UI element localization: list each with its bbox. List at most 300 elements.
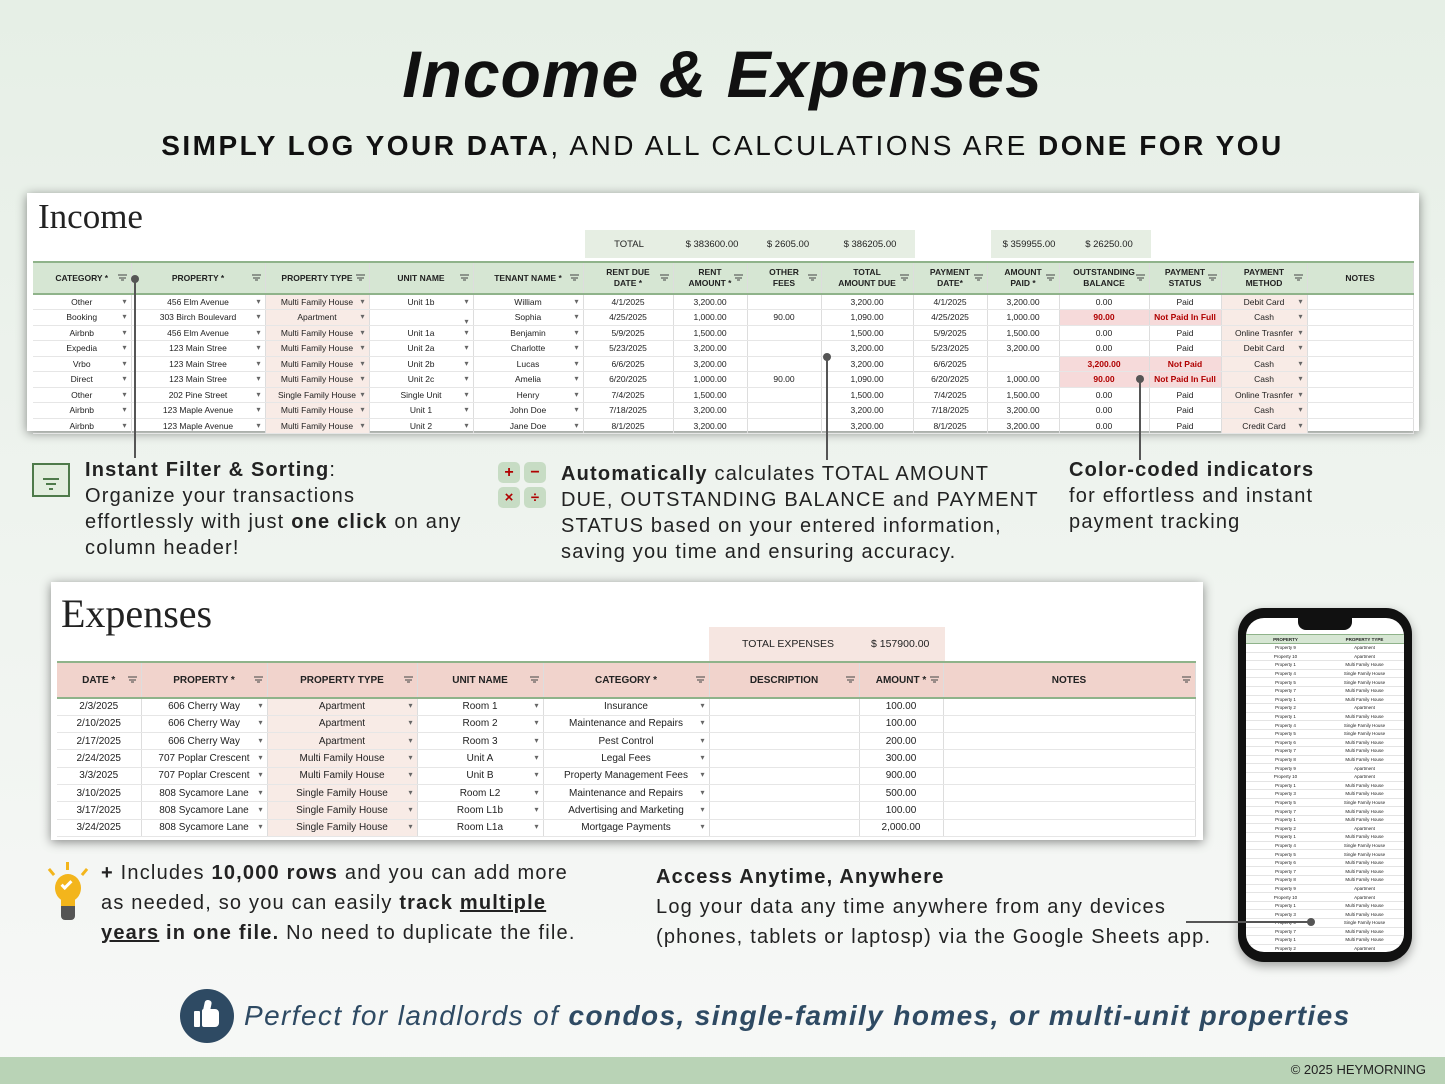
expense-header-1[interactable] bbox=[141, 662, 267, 698]
income-cell[interactable]: Not Paid In Full bbox=[1149, 310, 1221, 326]
expense-cell[interactable]: 100.00 bbox=[859, 698, 943, 715]
table-row bbox=[33, 418, 1413, 434]
income-cell[interactable]: 123 Main Stree ▾ bbox=[131, 356, 265, 372]
expense-cell[interactable]: 3/24/2025 bbox=[57, 819, 141, 836]
income-cell[interactable]: Multi Family House ▾ bbox=[265, 418, 369, 434]
income-cell[interactable]: 1,500.00 bbox=[987, 325, 1059, 341]
expense-cell[interactable]: Insurance ▾ bbox=[543, 698, 709, 715]
expense-header-label: NOTES bbox=[1051, 674, 1087, 686]
income-cell[interactable]: Single Unit ▾ bbox=[369, 387, 473, 403]
expense-cell[interactable]: Room L1a ▾ bbox=[417, 819, 543, 836]
income-cell[interactable] bbox=[1307, 325, 1413, 341]
phone-cell: Property 7 bbox=[1275, 688, 1296, 694]
income-cell[interactable]: 1,500.00 bbox=[821, 325, 913, 341]
income-cell[interactable]: Multi Family House ▾ bbox=[265, 356, 369, 372]
income-cell[interactable]: 1,000.00 bbox=[987, 372, 1059, 388]
income-cell[interactable]: 3,200.00 bbox=[673, 403, 747, 419]
filter-icon[interactable] bbox=[696, 677, 705, 684]
income-cell[interactable] bbox=[1307, 341, 1413, 357]
expense-cell[interactable]: 808 Sycamore Lane ▾ bbox=[141, 784, 267, 801]
income-cell[interactable]: 3,200.00 bbox=[987, 294, 1059, 310]
income-cell[interactable]: Single Family House ▾ bbox=[265, 387, 369, 403]
income-header-7[interactable] bbox=[747, 262, 821, 294]
income-cell[interactable]: Unit 1b ▾ bbox=[369, 294, 473, 310]
expense-cell[interactable]: Maintenance and Repairs ▾ bbox=[543, 715, 709, 732]
income-cell[interactable]: Henry ▾ bbox=[473, 387, 583, 403]
filter-icon[interactable] bbox=[530, 677, 539, 684]
income-header-label: TOTAL AMOUNT DUE bbox=[838, 267, 896, 288]
income-cell[interactable]: 3,200.00 bbox=[1059, 356, 1149, 372]
income-cell[interactable]: 4/25/2025 bbox=[583, 310, 673, 326]
income-cell[interactable]: 123 Maple Avenue ▾ bbox=[131, 403, 265, 419]
income-header-4[interactable] bbox=[473, 262, 583, 294]
filter-icon[interactable] bbox=[660, 275, 669, 282]
expense-header-2[interactable] bbox=[267, 662, 417, 698]
income-cell[interactable]: 0.00 bbox=[1059, 294, 1149, 310]
income-cell[interactable]: 303 Birch Boulevard ▾ bbox=[131, 310, 265, 326]
expense-cell[interactable]: 2/24/2025 bbox=[57, 750, 141, 767]
income-cell[interactable]: 90.00 bbox=[1059, 310, 1149, 326]
expense-cell[interactable]: Room L1b ▾ bbox=[417, 802, 543, 819]
expense-cell[interactable]: 808 Sycamore Lane ▾ bbox=[141, 802, 267, 819]
phone-row bbox=[1246, 782, 1404, 791]
page-title: Income & Expenses bbox=[402, 37, 1043, 111]
income-cell[interactable]: 7/4/2025 bbox=[583, 387, 673, 403]
expense-cell[interactable]: Mortgage Payments ▾ bbox=[543, 819, 709, 836]
total-other-fees: $ 2605.00 bbox=[751, 230, 825, 258]
income-cell[interactable]: 1,000.00 bbox=[673, 310, 747, 326]
income-cell[interactable]: 5/23/2025 bbox=[583, 341, 673, 357]
income-cell[interactable]: Online Trasnfer ▾ bbox=[1221, 387, 1307, 403]
income-header-3[interactable] bbox=[369, 262, 473, 294]
income-cell[interactable]: 6/20/2025 bbox=[913, 372, 987, 388]
income-cell[interactable]: Other ▾ bbox=[33, 294, 131, 310]
expense-cell[interactable]: 707 Poplar Crescent ▾ bbox=[141, 750, 267, 767]
income-header-label: CATEGORY * bbox=[55, 272, 109, 283]
phone-cell: Single Family House bbox=[1343, 731, 1386, 737]
income-cell[interactable]: Charlotte ▾ bbox=[473, 341, 583, 357]
expense-cell[interactable] bbox=[709, 767, 859, 784]
expense-cell[interactable]: 3/17/2025 bbox=[57, 802, 141, 819]
phone-cell: Apartment bbox=[1354, 653, 1375, 659]
phone-cell: Multi Family House bbox=[1345, 662, 1384, 668]
expense-cell[interactable] bbox=[709, 698, 859, 715]
income-cell[interactable]: 3,200.00 bbox=[673, 294, 747, 310]
expense-header-label: DESCRIPTION bbox=[749, 674, 819, 686]
income-cell[interactable]: Unit 1a ▾ bbox=[369, 325, 473, 341]
income-cell[interactable]: Airbnb ▾ bbox=[33, 418, 131, 434]
expense-cell[interactable] bbox=[943, 767, 1195, 784]
expense-cell[interactable] bbox=[943, 715, 1195, 732]
income-cell[interactable]: Airbnb ▾ bbox=[33, 325, 131, 341]
filter-icon[interactable] bbox=[734, 275, 743, 282]
expenses-title: Expenses bbox=[61, 591, 213, 636]
income-cell[interactable]: 1,500.00 bbox=[821, 387, 913, 403]
income-header-label: OUTSTANDING BALANCE bbox=[1073, 267, 1135, 288]
expense-cell[interactable]: Single Family House ▾ bbox=[267, 802, 417, 819]
income-cell[interactable]: 7/18/2025 bbox=[583, 403, 673, 419]
income-cell[interactable]: 3,200.00 bbox=[987, 341, 1059, 357]
expense-cell[interactable]: 100.00 bbox=[859, 715, 943, 732]
expense-cell[interactable] bbox=[943, 733, 1195, 750]
filter-icon[interactable] bbox=[254, 677, 263, 684]
expense-cell[interactable]: Single Family House ▾ bbox=[267, 784, 417, 801]
income-totals bbox=[585, 230, 1151, 258]
income-cell[interactable]: Multi Family House ▾ bbox=[265, 341, 369, 357]
filter-icon[interactable] bbox=[808, 275, 817, 282]
income-header-label: PAYMENT DATE* bbox=[929, 267, 971, 288]
income-cell[interactable]: William ▾ bbox=[473, 294, 583, 310]
expense-cell[interactable] bbox=[943, 802, 1195, 819]
income-cell[interactable]: Sophia ▾ bbox=[473, 310, 583, 326]
income-cell[interactable] bbox=[747, 341, 821, 357]
expense-cell[interactable]: Room 1 ▾ bbox=[417, 698, 543, 715]
expense-header-5[interactable] bbox=[709, 662, 859, 698]
phone-cell: Apartment bbox=[1354, 774, 1375, 780]
phone-cell: Property 9 bbox=[1275, 885, 1296, 891]
total-amount-paid: $ 359955.00 bbox=[991, 230, 1067, 258]
income-cell[interactable] bbox=[1307, 356, 1413, 372]
expense-cell[interactable]: 300.00 bbox=[859, 750, 943, 767]
income-cell[interactable]: 5/23/2025 bbox=[913, 341, 987, 357]
phone-cell: Property 7 bbox=[1275, 748, 1296, 754]
expense-cell[interactable]: 606 Cherry Way ▾ bbox=[141, 733, 267, 750]
income-cell[interactable]: Cash ▾ bbox=[1221, 372, 1307, 388]
filter-icon[interactable] bbox=[900, 275, 909, 282]
expense-cell[interactable]: 200.00 bbox=[859, 733, 943, 750]
filter-icon[interactable] bbox=[974, 275, 983, 282]
income-cell[interactable]: Unit 1 ▾ bbox=[369, 403, 473, 419]
expense-cell[interactable]: 2/10/2025 bbox=[57, 715, 141, 732]
phone-row bbox=[1246, 807, 1404, 816]
income-cell[interactable]: 3,200.00 bbox=[987, 403, 1059, 419]
income-cell[interactable]: 1,090.00 bbox=[821, 310, 913, 326]
expense-cell[interactable]: Legal Fees ▾ bbox=[543, 750, 709, 767]
income-cell[interactable]: 4/1/2025 bbox=[583, 294, 673, 310]
expense-cell[interactable]: Maintenance and Repairs ▾ bbox=[543, 784, 709, 801]
income-cell[interactable]: 3,200.00 bbox=[821, 403, 913, 419]
income-header-1[interactable] bbox=[131, 262, 265, 294]
filter-icon[interactable] bbox=[118, 275, 127, 282]
expense-cell[interactable]: 900.00 bbox=[859, 767, 943, 784]
phone-row bbox=[1246, 928, 1404, 937]
expense-header-0[interactable] bbox=[57, 662, 141, 698]
phone-cell: Property 8 bbox=[1275, 877, 1296, 883]
expense-cell[interactable] bbox=[943, 750, 1195, 767]
expense-cell[interactable] bbox=[943, 784, 1195, 801]
income-cell[interactable]: Debit Card ▾ bbox=[1221, 341, 1307, 357]
phone-col1: PROPERTY bbox=[1273, 636, 1298, 642]
expense-cell[interactable]: 3/10/2025 bbox=[57, 784, 141, 801]
expense-cell[interactable]: 3/3/2025 bbox=[57, 767, 141, 784]
income-cell[interactable]: 3,200.00 bbox=[821, 341, 913, 357]
income-header-11[interactable] bbox=[1059, 262, 1149, 294]
filter-icon[interactable] bbox=[846, 677, 855, 684]
income-cell[interactable]: Not Paid In Full bbox=[1149, 372, 1221, 388]
phone-row bbox=[1246, 842, 1404, 851]
table-row bbox=[57, 784, 1195, 801]
expense-cell[interactable]: 2/17/2025 bbox=[57, 733, 141, 750]
expense-cell[interactable]: 808 Sycamore Lane ▾ bbox=[141, 819, 267, 836]
expense-cell[interactable]: Property Management Fees ▾ bbox=[543, 767, 709, 784]
income-cell[interactable]: Unit 2c ▾ bbox=[369, 372, 473, 388]
expense-cell[interactable]: Multi Family House ▾ bbox=[267, 750, 417, 767]
expense-cell[interactable] bbox=[709, 802, 859, 819]
expense-header-3[interactable] bbox=[417, 662, 543, 698]
income-cell[interactable]: 0.00 bbox=[1059, 403, 1149, 419]
filter-icon[interactable] bbox=[570, 275, 579, 282]
income-cell[interactable]: Multi Family House ▾ bbox=[265, 403, 369, 419]
income-cell[interactable]: Paid bbox=[1149, 403, 1221, 419]
thumbs-up-icon bbox=[180, 989, 234, 1043]
income-cell[interactable]: 1,500.00 bbox=[673, 387, 747, 403]
income-cell[interactable] bbox=[747, 387, 821, 403]
filter-icon[interactable] bbox=[460, 275, 469, 282]
income-cell[interactable]: Unit 2b ▾ bbox=[369, 356, 473, 372]
expense-cell[interactable] bbox=[709, 733, 859, 750]
income-header-6[interactable] bbox=[673, 262, 747, 294]
income-header-10[interactable] bbox=[987, 262, 1059, 294]
income-cell[interactable]: Online Trasnfer ▾ bbox=[1221, 325, 1307, 341]
expense-cell[interactable]: 500.00 bbox=[859, 784, 943, 801]
expense-cell[interactable]: Unit B ▾ bbox=[417, 767, 543, 784]
phone-row bbox=[1246, 696, 1404, 705]
income-header-5[interactable] bbox=[583, 262, 673, 294]
expense-cell[interactable]: Advertising and Marketing ▾ bbox=[543, 802, 709, 819]
phone-cell: Property 4 bbox=[1275, 671, 1296, 677]
income-cell[interactable]: 0.00 bbox=[1059, 341, 1149, 357]
table-row bbox=[33, 310, 1413, 326]
phone-rows bbox=[1246, 644, 1404, 952]
expense-cell[interactable]: Room L2 ▾ bbox=[417, 784, 543, 801]
income-cell[interactable]: Other ▾ bbox=[33, 387, 131, 403]
income-cell[interactable]: Paid bbox=[1149, 418, 1221, 434]
phone-cell: Property 1 bbox=[1275, 714, 1296, 720]
expense-cell[interactable]: 2/3/2025 bbox=[57, 698, 141, 715]
income-cell[interactable]: Paid bbox=[1149, 294, 1221, 310]
income-cell[interactable]: 0.00 bbox=[1059, 325, 1149, 341]
income-cell[interactable]: 0.00 bbox=[1059, 418, 1149, 434]
income-cell[interactable]: 1,000.00 bbox=[987, 310, 1059, 326]
income-cell[interactable]: John Doe ▾ bbox=[473, 403, 583, 419]
lightbulb-icon bbox=[46, 862, 90, 932]
phone-cell: Single Family House bbox=[1343, 671, 1386, 677]
income-cell[interactable] bbox=[747, 403, 821, 419]
income-cell[interactable]: Benjamin ▾ bbox=[473, 325, 583, 341]
income-cell[interactable]: 3,200.00 bbox=[987, 418, 1059, 434]
income-cell[interactable] bbox=[1307, 387, 1413, 403]
filter-line bbox=[134, 282, 136, 458]
income-cell[interactable]: 3,200.00 bbox=[821, 418, 913, 434]
income-cell[interactable]: Cash ▾ bbox=[1221, 310, 1307, 326]
income-cell[interactable] bbox=[747, 325, 821, 341]
income-cell[interactable]: 123 Maple Avenue ▾ bbox=[131, 418, 265, 434]
income-cell[interactable]: Unit 2 ▾ bbox=[369, 418, 473, 434]
filter-icon[interactable] bbox=[1046, 275, 1055, 282]
income-cell[interactable] bbox=[747, 418, 821, 434]
phone-cell: Multi Family House bbox=[1345, 739, 1384, 745]
income-cell[interactable]: 456 Elm Avenue ▾ bbox=[131, 325, 265, 341]
income-header-0[interactable] bbox=[33, 262, 131, 294]
expense-cell[interactable]: Apartment ▾ bbox=[267, 733, 417, 750]
income-cell[interactable]: 1,090.00 bbox=[821, 372, 913, 388]
income-cell[interactable]: Vrbo ▾ bbox=[33, 356, 131, 372]
expense-cell[interactable]: 606 Cherry Way ▾ bbox=[141, 715, 267, 732]
income-cell[interactable] bbox=[1307, 403, 1413, 419]
expense-header-label: PROPERTY * bbox=[173, 674, 235, 686]
expense-header-6[interactable] bbox=[859, 662, 943, 698]
expense-cell[interactable] bbox=[709, 750, 859, 767]
income-cell[interactable]: Paid bbox=[1149, 387, 1221, 403]
income-cell[interactable]: 1,000.00 bbox=[673, 372, 747, 388]
filter-icon[interactable] bbox=[404, 677, 413, 684]
expense-cell[interactable]: Room 2 ▾ bbox=[417, 715, 543, 732]
phone-row bbox=[1246, 653, 1404, 662]
phone-row bbox=[1246, 678, 1404, 687]
phone-notch bbox=[1298, 618, 1352, 630]
filter-icon[interactable] bbox=[128, 677, 137, 684]
income-cell[interactable]: 1,500.00 bbox=[673, 325, 747, 341]
income-cell[interactable]: 7/4/2025 bbox=[913, 387, 987, 403]
filter-icon[interactable] bbox=[930, 677, 939, 684]
income-cell[interactable]: 90.00 bbox=[747, 372, 821, 388]
income-cell[interactable]: 6/6/2025 bbox=[913, 356, 987, 372]
income-cell[interactable]: 456 Elm Avenue ▾ bbox=[131, 294, 265, 310]
income-cell[interactable]: 3,200.00 bbox=[673, 341, 747, 357]
income-cell[interactable] bbox=[1307, 418, 1413, 434]
filter-icon[interactable] bbox=[252, 275, 261, 282]
income-cell[interactable]: 123 Main Stree ▾ bbox=[131, 372, 265, 388]
income-cell[interactable]: 202 Pine Street ▾ bbox=[131, 387, 265, 403]
expense-cell[interactable] bbox=[943, 698, 1195, 715]
income-cell[interactable]: Paid bbox=[1149, 325, 1221, 341]
income-cell[interactable]: 8/1/2025 bbox=[913, 418, 987, 434]
income-header-14[interactable] bbox=[1307, 262, 1413, 294]
income-cell[interactable]: Expedia ▾ bbox=[33, 341, 131, 357]
income-cell[interactable]: Lucas ▾ bbox=[473, 356, 583, 372]
expense-cell[interactable]: Pest Control ▾ bbox=[543, 733, 709, 750]
income-cell[interactable]: 3,200.00 bbox=[821, 356, 913, 372]
expense-cell[interactable] bbox=[943, 819, 1195, 836]
income-header-label: OTHER FEES bbox=[769, 267, 799, 288]
income-cell[interactable] bbox=[987, 356, 1059, 372]
income-cell[interactable]: 0.00 bbox=[1059, 387, 1149, 403]
income-cell[interactable]: Paid bbox=[1149, 341, 1221, 357]
income-cell[interactable]: Multi Family House ▾ bbox=[265, 294, 369, 310]
income-cell[interactable]: 3,200.00 bbox=[673, 418, 747, 434]
phone-cell: Property 5 bbox=[1275, 851, 1296, 857]
income-cell[interactable]: 6/6/2025 bbox=[583, 356, 673, 372]
income-cell[interactable]: Multi Family House ▾ bbox=[265, 325, 369, 341]
expense-cell[interactable]: 100.00 bbox=[859, 802, 943, 819]
income-cell[interactable]: 7/18/2025 bbox=[913, 403, 987, 419]
income-header-2[interactable] bbox=[265, 262, 369, 294]
table-row bbox=[33, 294, 1413, 310]
income-cell[interactable]: 90.00 bbox=[1059, 372, 1149, 388]
income-cell[interactable]: Unit 2a ▾ bbox=[369, 341, 473, 357]
income-cell[interactable] bbox=[747, 356, 821, 372]
phone-cell: Property 1 bbox=[1275, 782, 1296, 788]
phone-cell: Property 1 bbox=[1275, 937, 1296, 943]
income-header-13[interactable] bbox=[1221, 262, 1307, 294]
income-cell[interactable]: Cash ▾ bbox=[1221, 356, 1307, 372]
expense-cell[interactable]: Single Family House ▾ bbox=[267, 819, 417, 836]
income-cell[interactable]: 123 Main Stree ▾ bbox=[131, 341, 265, 357]
income-cell[interactable]: Cash ▾ bbox=[1221, 403, 1307, 419]
income-cell[interactable]: Airbnb ▾ bbox=[33, 403, 131, 419]
filter-icon[interactable] bbox=[356, 275, 365, 282]
expense-cell[interactable]: Multi Family House ▾ bbox=[267, 767, 417, 784]
expense-header-7[interactable] bbox=[943, 662, 1195, 698]
expense-header-4[interactable] bbox=[543, 662, 709, 698]
income-cell[interactable]: Multi Family House ▾ bbox=[265, 372, 369, 388]
expense-cell[interactable]: 606 Cherry Way ▾ bbox=[141, 698, 267, 715]
expense-cell[interactable] bbox=[709, 715, 859, 732]
auto-line bbox=[826, 360, 828, 460]
income-cell[interactable] bbox=[369, 310, 473, 326]
expense-cell[interactable] bbox=[709, 784, 859, 801]
expense-cell[interactable]: 707 Poplar Crescent ▾ bbox=[141, 767, 267, 784]
income-cell[interactable]: Credit Card ▾ bbox=[1221, 418, 1307, 434]
filter-icon[interactable] bbox=[1294, 275, 1303, 282]
income-header-8[interactable] bbox=[821, 262, 913, 294]
income-cell[interactable]: 4/25/2025 bbox=[913, 310, 987, 326]
filter-icon[interactable] bbox=[1182, 677, 1191, 684]
income-cell[interactable]: 90.00 bbox=[747, 310, 821, 326]
expense-cell[interactable]: Unit A ▾ bbox=[417, 750, 543, 767]
expense-cell[interactable] bbox=[709, 819, 859, 836]
phone-row bbox=[1246, 747, 1404, 756]
table-row bbox=[33, 372, 1413, 388]
income-cell[interactable]: Amelia ▾ bbox=[473, 372, 583, 388]
income-cell[interactable] bbox=[1307, 294, 1413, 310]
table-row bbox=[57, 802, 1195, 819]
table-row bbox=[57, 750, 1195, 767]
income-cell[interactable]: 8/1/2025 bbox=[583, 418, 673, 434]
filter-icon[interactable] bbox=[1136, 275, 1145, 282]
income-cell[interactable]: 4/1/2025 bbox=[913, 294, 987, 310]
phone-cell: Property 9 bbox=[1275, 765, 1296, 771]
tagline: Perfect for landlords of condos, single-family homes, or multi-unit properties bbox=[244, 1000, 1351, 1031]
expense-cell[interactable]: Apartment ▾ bbox=[267, 698, 417, 715]
income-cell[interactable]: 1,500.00 bbox=[987, 387, 1059, 403]
phone-cell: Property 2 bbox=[1275, 946, 1296, 952]
income-cell[interactable]: Booking ▾ bbox=[33, 310, 131, 326]
income-cell[interactable]: 5/9/2025 bbox=[913, 325, 987, 341]
income-cell[interactable] bbox=[1307, 372, 1413, 388]
income-cell[interactable] bbox=[747, 294, 821, 310]
expense-cell[interactable]: Room 3 ▾ bbox=[417, 733, 543, 750]
phone-cell: Multi Family House bbox=[1345, 937, 1384, 943]
income-cell[interactable]: Not Paid bbox=[1149, 356, 1221, 372]
filter-icon[interactable] bbox=[1208, 275, 1217, 282]
income-cell[interactable]: 6/20/2025 bbox=[583, 372, 673, 388]
income-cell[interactable]: 3,200.00 bbox=[673, 356, 747, 372]
income-cell[interactable] bbox=[1307, 310, 1413, 326]
income-header-9[interactable] bbox=[913, 262, 987, 294]
income-cell[interactable]: Jane Doe ▾ bbox=[473, 418, 583, 434]
phone-header bbox=[1246, 634, 1404, 644]
expense-cell[interactable]: Apartment ▾ bbox=[267, 715, 417, 732]
expense-cell[interactable]: 2,000.00 bbox=[859, 819, 943, 836]
income-cell[interactable]: 3,200.00 bbox=[821, 294, 913, 310]
income-cell[interactable]: Direct ▾ bbox=[33, 372, 131, 388]
income-cell[interactable]: Apartment ▾ bbox=[265, 310, 369, 326]
phone-cell: Property 1 bbox=[1275, 817, 1296, 823]
income-cell[interactable]: Debit Card ▾ bbox=[1221, 294, 1307, 310]
income-cell[interactable]: 5/9/2025 bbox=[583, 325, 673, 341]
income-header-12[interactable] bbox=[1149, 262, 1221, 294]
